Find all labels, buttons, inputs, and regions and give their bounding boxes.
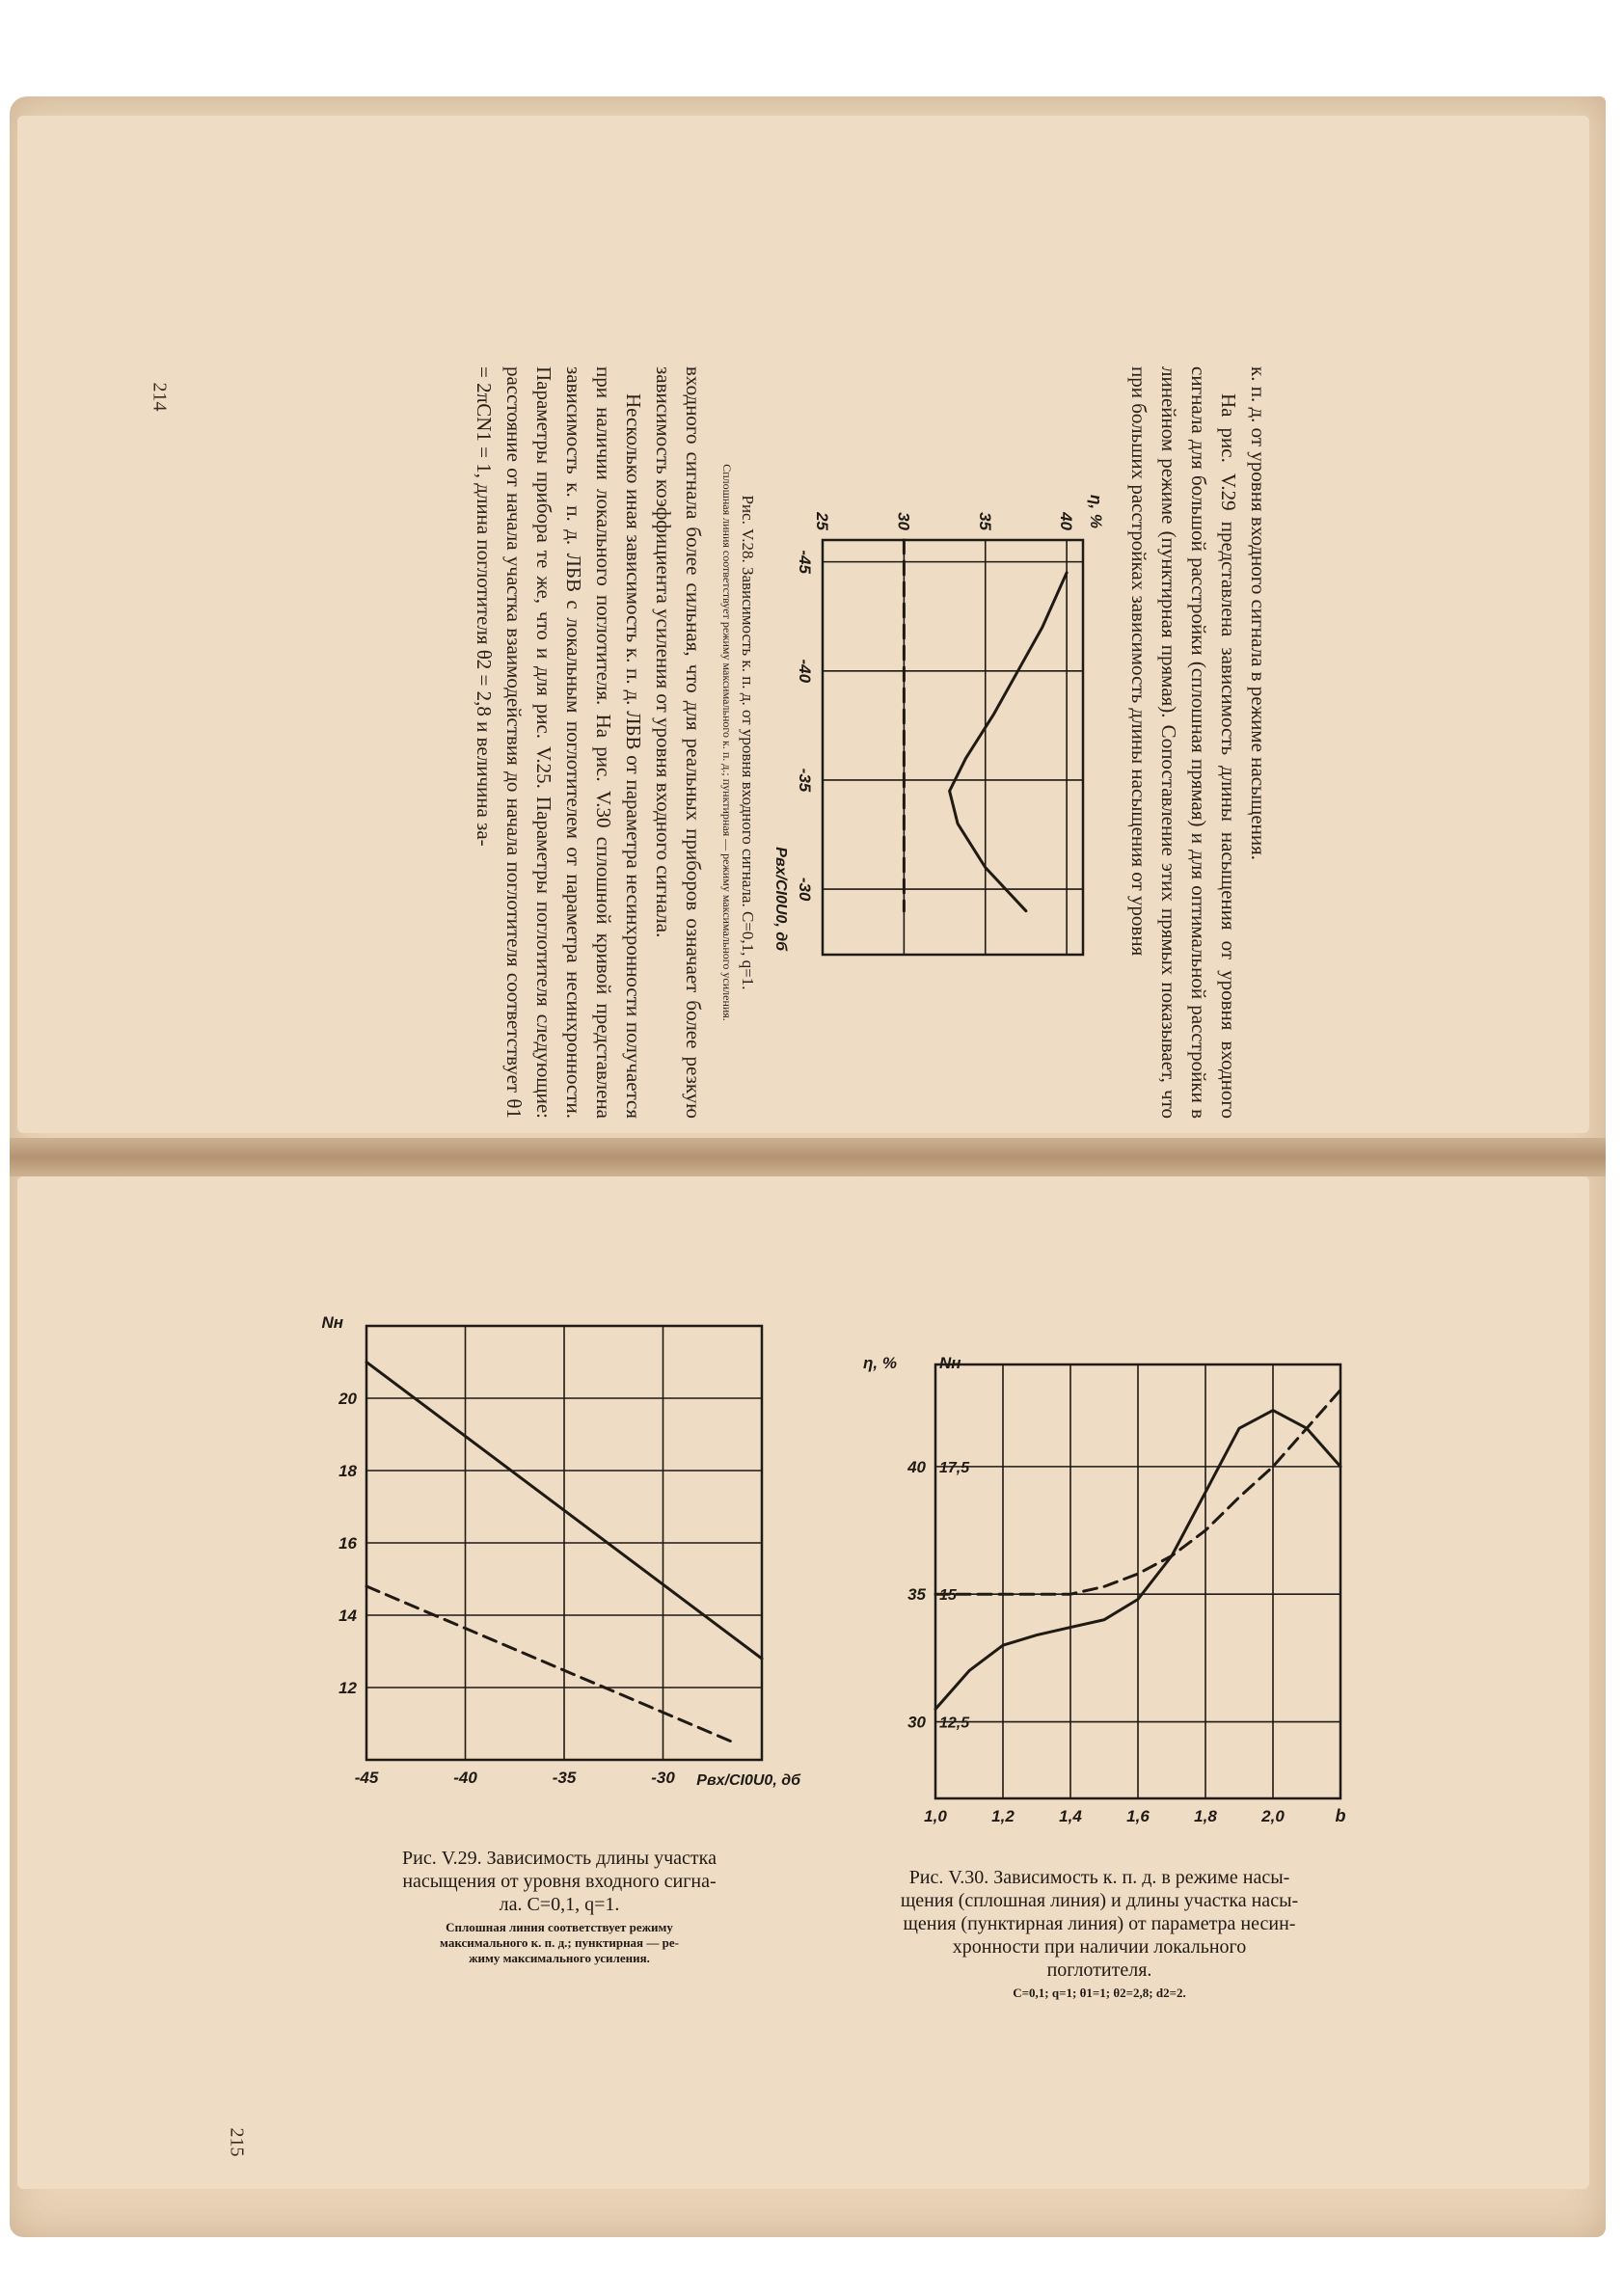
figure-v28-caption: Рис. V.28. Зависимость к. п. д. от уровня входного сигнала. C=0,1, q=1.	[739, 495, 757, 990]
figure-v30-caption-line-4: хронности при наличии локального	[952, 1936, 1247, 1958]
figure-v28	[719, 366, 1112, 1119]
figure-v28-note: Сплошная линия соответствует режиму максимального к. п. д.; пунктирная — режиму максимального усиления.	[720, 464, 734, 1021]
fig29-y-tick-3: 18	[338, 1462, 357, 1480]
fig29-x-tick-0: -45	[354, 1769, 379, 1787]
fig28-x-tick-3: -30	[796, 877, 814, 902]
fig30-x-axis-label: b	[1335, 1806, 1346, 1825]
fig28-x-tick-2: -35	[796, 768, 814, 793]
paragraph-3: Несколько иная зависимость к. п. д. ЛБВ от параметра несинхронности получается при наличии локального поглотителя. На рис. V.30 сплошной кривой представлена зависимость к. п. д. ЛБВ с локальным поглотителем от параметра несинхронности. Параметры прибора те же, что и для рис. V.25. Параметры поглотителя следующие: расстояние от начала участка взаимодействия до начала поглотителя соответствует θ1 = 2πCN1 = 1, длина поглотителя θ2 = 2,8 и величина за-	[473, 366, 645, 1119]
fig29-x-tick-1: -40	[453, 1769, 477, 1787]
fig30-y-axis-label: η, %	[863, 1354, 897, 1372]
figure-v29-caption-line-1: Рис. V.29. Зависимость длины участка	[402, 1848, 717, 1869]
fig30-x-tick-2: 1,4	[1059, 1807, 1082, 1825]
fig29-y-tick-0: 12	[338, 1679, 357, 1697]
fig30-y2-tick-0: 12,5	[939, 1715, 970, 1732]
figure-v29-caption-line-3: ла. C=0,1, q=1.	[499, 1894, 620, 1915]
figure-v30-caption-line-3: щения (пунктирная линия) от параметра несин-	[903, 1913, 1296, 1934]
figure-v30-caption-line-1: Рис. V.30. Зависимость к. п. д. в режиме насы-	[908, 1867, 1290, 1888]
fig29-x-tick-3: -30	[651, 1769, 675, 1787]
fig29-y-tick-2: 16	[338, 1534, 357, 1553]
figure-v30-chart	[829, 1336, 1369, 1856]
fig30-x-tick-1: 1,2	[991, 1807, 1015, 1825]
figure-v30-caption-line-5: поглотителя.	[1046, 1959, 1152, 1981]
figure-v29-caption-line-2: насыщения от уровня входного сигна-	[402, 1871, 717, 1892]
fig30-x-tick-3: 1,6	[1126, 1807, 1150, 1825]
book-gutter	[10, 1138, 1606, 1176]
page-number-right: 215	[226, 2127, 248, 2157]
page-number-left: 214	[149, 382, 171, 412]
fig28-y-tick-3: 40	[1057, 512, 1076, 530]
figure-v30-caption	[829, 1866, 1369, 2001]
fig30-y2-tick-2: 17,5	[939, 1459, 970, 1476]
fig29-x-tick-2: -35	[552, 1769, 577, 1787]
fig30-x-tick-5: 2,0	[1261, 1807, 1285, 1825]
paragraph-1: На рис. V.29 представлена зависимость длины насыщения от уровня входного сигнала для большой расстройки (сплошная прямая) и для оптимальной расстройки в линейном режиме (пунктирная прямая). Сопоставление этих прямых показывает, что при больших расстройках зависимость длины насыщения от уровня	[1127, 366, 1240, 1119]
figure-v29-note-line-2: максимального к. п. д.; пунктирная — ре-	[440, 1935, 679, 1950]
paragraph-continuation: к. п. д. от уровня входного сигнала в режиме насыщения.	[1247, 366, 1270, 861]
figure-v29-note-line-1: Сплошная линия соответствует режиму	[446, 1920, 673, 1934]
fig28-y-tick-2: 35	[975, 512, 994, 530]
fig30-y-tick-1: 35	[907, 1585, 926, 1605]
fig28-frame	[823, 540, 1083, 955]
fig29-series-1-line	[366, 1586, 732, 1742]
figure-v29-note-line-3: жиму максимального усиления.	[469, 1951, 650, 1965]
paragraph-2: входного сигнала более сильная, что для реальных приборов означает более резкую зависимость коэффициента усиления от уровня входного сигнала.	[652, 366, 705, 1119]
fig28-x-tick-0: -45	[796, 550, 814, 574]
fig28-y-axis-label: η, %	[1087, 495, 1105, 528]
fig28-x-tick-1: -40	[796, 659, 814, 684]
fig28-x-axis-label: Pвх/CI0U0, дб	[772, 847, 789, 951]
fig28-y-tick-0: 25	[813, 512, 831, 530]
fig30-y2-tick-1: 15	[939, 1587, 957, 1605]
figure-v28-chart	[765, 473, 1112, 1013]
fig28-y-tick-1: 30	[894, 512, 913, 530]
fig30-x-tick-4: 1,8	[1194, 1807, 1217, 1825]
fig29-y-axis-label: Nн	[321, 1313, 343, 1332]
figure-v29-caption	[289, 1847, 829, 1966]
fig29-y-tick-4: 20	[338, 1390, 357, 1408]
figure-v30-params: C=0,1; q=1; θ1=1; θ2=2,8; d2=2.	[1013, 1985, 1186, 2000]
fig30-y-tick-2: 40	[907, 1457, 926, 1476]
figure-v29-chart	[289, 1297, 829, 1837]
left-page-text-block	[469, 366, 1273, 1119]
figure-v30-caption-line-2: щения (сплошная линия) и длины участка насы-	[900, 1890, 1299, 1911]
fig30-y2-axis-label: Nн	[939, 1354, 961, 1372]
fig29-y-tick-1: 14	[338, 1607, 357, 1625]
fig28-series-0-line	[950, 573, 1068, 911]
fig30-y-tick-0: 30	[907, 1713, 926, 1732]
fig29-x-axis-label: Pвх/CI0U0, дб	[696, 1772, 800, 1789]
fig30-x-tick-0: 1,0	[924, 1807, 947, 1825]
